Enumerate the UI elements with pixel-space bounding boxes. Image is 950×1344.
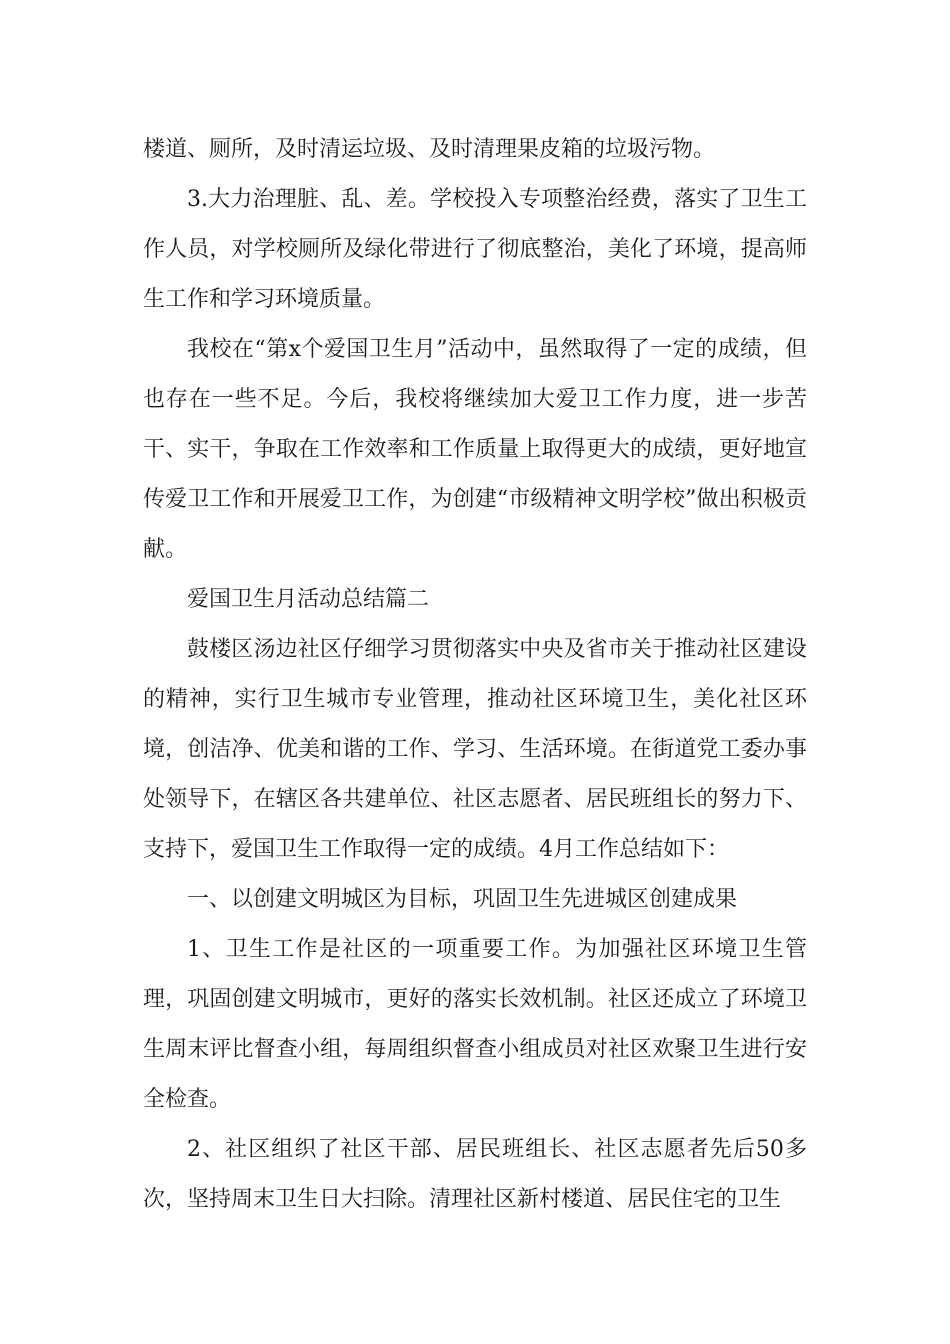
paragraph-item-1: 1、卫生工作是社区的一项重要工作。为加强社区环境卫生管理，巩固创建文明城市，更好的落实长效机制。社区还成立了环境卫生周末评比督查小组，每周组织督查小组成员对社区欢聚卫生进行安全检查。 xyxy=(143,937,807,1112)
subsection-heading: 一、以创建文明城区为目标，巩固卫生先进城区创建成果 xyxy=(187,887,738,912)
section-heading: 爱国卫生月活动总结篇二 xyxy=(187,587,430,612)
paragraph-intro: 鼓楼区汤边社区仔细学习贯彻落实中央及省市关于推动社区建设的精神，实行卫生城市专业管理，推动社区环境卫生，美化社区环境，创洁净、优美和谐的工作、学习、生活环境。在街道党工委办事处领导下，在辖区各共建单位、社区志愿者、居民班组长的努力下、支持下，爱国卫生工作取得一定的成绩。4月工作总结如下： xyxy=(143,637,807,862)
paragraph-summary: 我校在“第x个爱国卫生月”活动中，虽然取得了一定的成绩，但也存在一些不足。今后，我校将继续加大爱卫工作力度，进一步苦干、实干，争取在工作效率和工作质量上取得更大的成绩，更好地宣传爱卫工作和开展爱卫工作，为创建“市级精神文明学校”做出积极贡献。 xyxy=(143,337,807,562)
paragraph-item-3: 3.大力治理脏、乱、差。学校投入专项整治经费，落实了卫生工作人员，对学校厕所及绿化带进行了彻底整治，美化了环境，提高师生工作和学习环境质量。 xyxy=(143,187,807,312)
document-body xyxy=(143,125,807,1225)
paragraph-continuation: 楼道、厕所，及时清运垃圾、及时清理果皮箱的垃圾污物。 xyxy=(143,137,716,162)
paragraph-item-2: 2、社区组织了社区干部、居民班组长、社区志愿者先后50多次，坚持周末卫生日大扫除。清理社区新村楼道、居民住宅的卫生 xyxy=(143,1137,807,1212)
